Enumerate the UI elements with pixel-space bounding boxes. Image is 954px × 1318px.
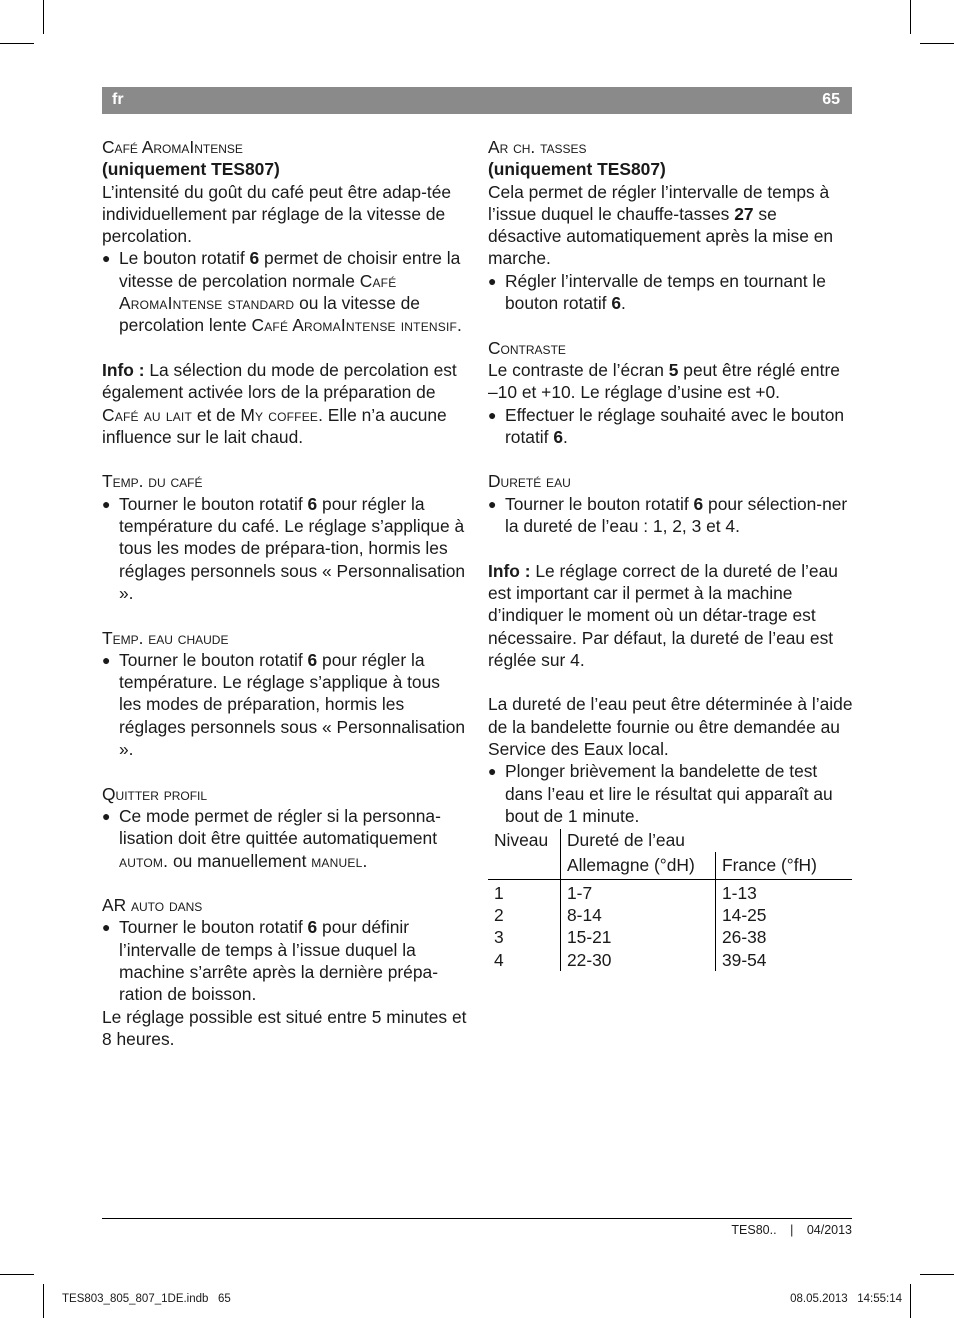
crop-mark xyxy=(0,1274,34,1275)
page-footer xyxy=(731,1223,852,1237)
table-header-france: France (°fH) xyxy=(716,852,853,880)
section-title: Temp. du café xyxy=(102,471,203,492)
crop-mark xyxy=(920,1274,954,1275)
paragraph: La dureté de l’eau peut être déterminée à l’aide de la bandelette fournie ou être demandée au Service des Eaux local. xyxy=(488,694,853,760)
bullet-item: ● Plonger brièvement la bandelette de test dans l’eau et lire le résultat qui apparaît au bout de 1 minute. xyxy=(488,760,853,827)
left-column xyxy=(102,136,467,1050)
paragraph: Cela permet de régler l’intervalle de temps à l’issue duquel le chauffe-tasses 27 se désactive automatiquement après la mise en marche. xyxy=(488,181,834,269)
right-column xyxy=(488,136,853,971)
bullet-item: ● Le bouton rotatif 6 permet de choisir entre la vitesse de percolation normale Café AromaIntense standard ou la vitesse de percolation lente Café AromaIntense intensif. xyxy=(102,247,467,336)
table-header-level: Niveau xyxy=(494,830,549,851)
info-paragraph: Info : Le réglage correct de la dureté de l’eau est important car il permet à la machine d’indiquer le moment où un détar-trage est nécessaire. Par défaut, la dureté de l’eau est réglée sur 4. xyxy=(488,560,838,670)
page-header-bar xyxy=(102,87,852,114)
crop-mark xyxy=(0,43,34,44)
section-title: Quitter profil xyxy=(102,783,208,804)
crop-mark xyxy=(43,1284,44,1318)
bullet-item: ● Tourner le bouton rotatif 6 pour régler la température. Le réglage s’applique à tous les modes de préparation, hormis les réglages personnels sous « Personnalisation ». xyxy=(102,649,467,760)
bullet-item: ● Tourner le bouton rotatif 6 pour régler la température du café. Le réglage s’applique à tous les modes de prépara-tion, hormis les réglages personnels sous « Personnalisation ». xyxy=(102,493,467,604)
footer-separator: | xyxy=(790,1223,794,1237)
print-slug-file: TES803_805_807_1DE.indb 65 xyxy=(62,1293,231,1305)
paragraph: L’intensité du goût du café peut être adap-tée individuellement par réglage de la vitesse de percolation. xyxy=(102,181,452,247)
section-title: Café AromaIntense xyxy=(102,137,243,157)
crop-mark xyxy=(910,1284,911,1318)
paragraph: Le réglage possible est situé entre 5 minutes et 8 heures. xyxy=(102,1006,467,1049)
table-header-germany: Allemagne (°dH) xyxy=(561,852,716,880)
info-paragraph: Info : La sélection du mode de percolation est également activée lors de la préparation de Café au lait et de My coffee. Elle n’a aucune influence sur le lait chaud. xyxy=(102,359,457,447)
footer-model: TES80.. xyxy=(731,1223,777,1237)
footer-date: 04/2013 xyxy=(806,1223,852,1237)
section-title: Ar ch. tasses xyxy=(488,137,587,157)
section-title: Contraste xyxy=(488,337,566,358)
print-slug-timestamp: 08.05.2013 14:55:14 xyxy=(790,1293,902,1305)
section-title: Dureté eau xyxy=(488,471,571,492)
bullet-item: ● Tourner le bouton rotatif 6 pour définir l’intervalle de temps à l’issue duquel la machine s’arrête après la dernière prépa-ration de boisson. xyxy=(102,916,467,1005)
language-label: fr xyxy=(112,91,124,108)
section-subtitle: (uniquement TES807) xyxy=(488,159,666,180)
crop-mark xyxy=(910,0,911,34)
bullet-item: ● Ce mode permet de régler si la personna-lisation doit être quittée automatiquement autom. ou manuellement manuel. xyxy=(102,805,467,872)
page-number: 65 xyxy=(822,91,840,108)
section-subtitle: (uniquement TES807) xyxy=(102,159,280,180)
paragraph: Le contraste de l’écran 5 peut être réglé entre –10 et +10. Le réglage d’usine est +0. xyxy=(488,359,840,403)
crop-mark xyxy=(920,43,954,44)
table-row: 1 1-7 1-13 xyxy=(488,879,852,904)
section-title: Temp. eau chaude xyxy=(102,627,229,648)
table-header-hardness: Dureté de l’eau xyxy=(561,829,853,851)
section-title: AR auto dans xyxy=(102,895,203,916)
crop-mark xyxy=(43,0,44,34)
table-row: 3 15-21 26-38 xyxy=(488,926,852,948)
water-hardness-table xyxy=(488,829,852,971)
bullet-item: ● Effectuer le réglage souhaité avec le bouton rotatif 6. xyxy=(488,404,853,449)
bullet-item: ● Régler l’intervalle de temps en tournant le bouton rotatif 6. xyxy=(488,270,853,315)
table-row: 4 22-30 39-54 xyxy=(488,949,852,971)
footer-rule xyxy=(102,1218,852,1219)
table-row: 2 8-14 14-25 xyxy=(488,904,852,926)
bullet-item: ● Tourner le bouton rotatif 6 pour sélection-ner la dureté de l’eau : 1, 2, 3 et 4. xyxy=(488,493,853,538)
